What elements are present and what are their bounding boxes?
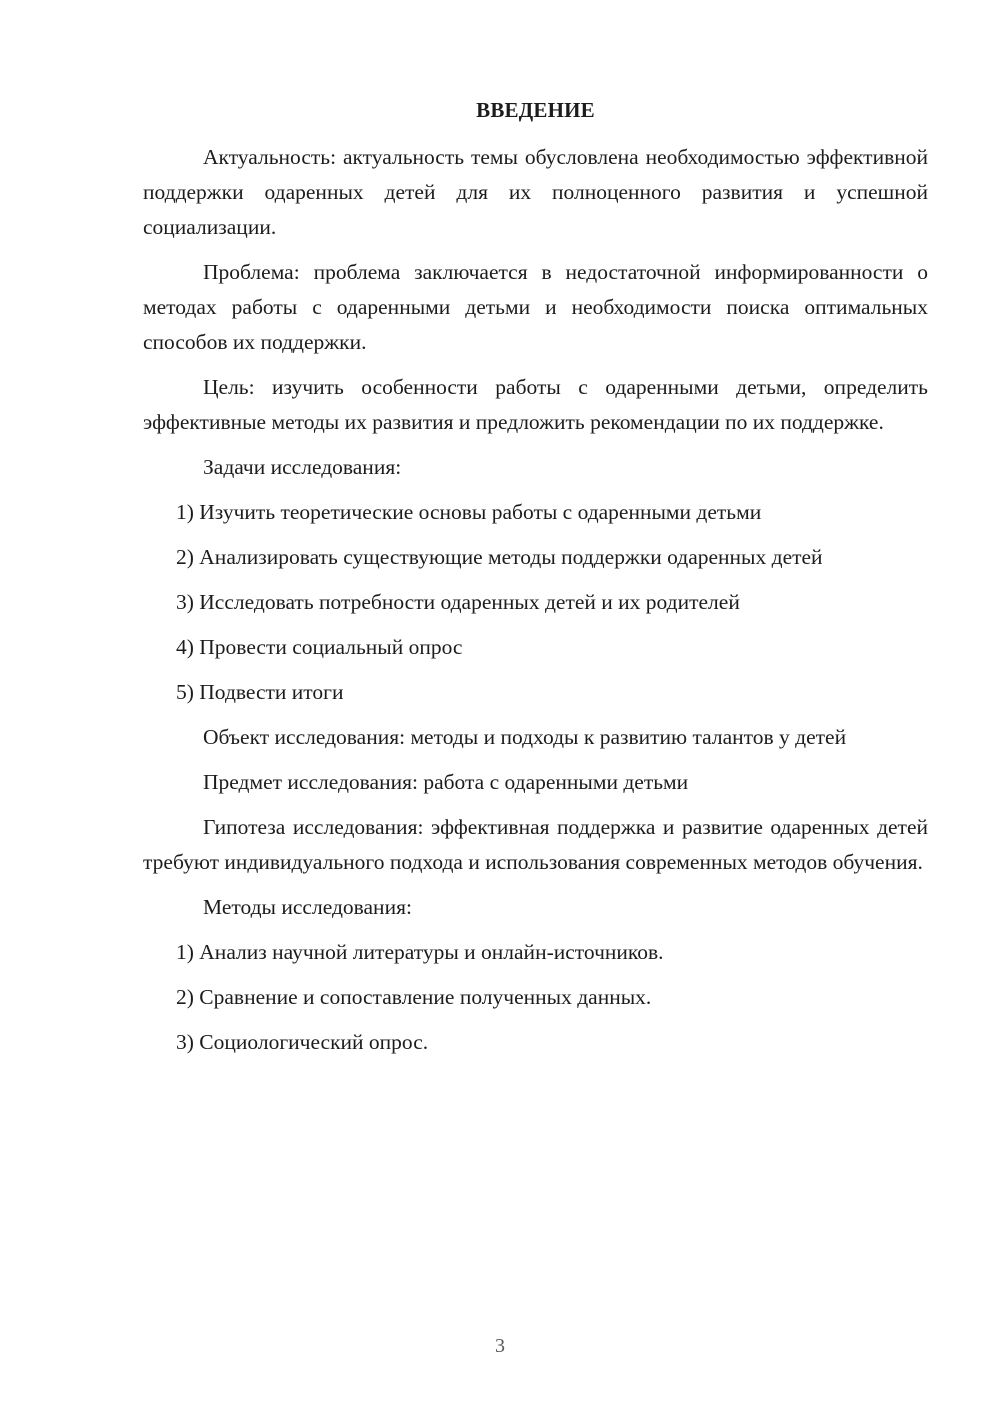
method-item: 2) Сравнение и сопоставление полученных данных.	[176, 985, 652, 1009]
relevance-paragraph: Актуальность: актуальность темы обусловлена необходимостью эффективной поддержки одаренных детей для их полноценного развития и успешной социализации.	[143, 145, 928, 239]
goal-paragraph: Цель: изучить особенности работы с одаренными детьми, определить эффективные методы их развития и предложить рекомендации по их поддержке.	[143, 375, 928, 434]
methods-heading: Методы исследования:	[203, 895, 412, 919]
object-paragraph: Объект исследования: методы и подходы к развитию талантов у детей	[203, 725, 847, 749]
task-item: 5) Подвести итоги	[176, 680, 344, 704]
page-number: 3	[495, 1335, 505, 1357]
hypothesis-paragraph: Гипотеза исследования: эффективная поддержка и развитие одаренных детей требуют индивидуального подхода и использования современных методов обучения.	[143, 815, 928, 874]
subject-paragraph: Предмет исследования: работа с одаренными детьми	[203, 770, 689, 794]
page-content	[143, 95, 928, 1070]
method-item: 3) Социологический опрос.	[176, 1030, 429, 1054]
problem-paragraph: Проблема: проблема заключается в недостаточной информированности о методах работы с одаренными детьми и необходимости поиска оптимальных способов их поддержки.	[143, 260, 928, 354]
tasks-heading: Задачи исследования:	[203, 455, 402, 479]
method-item: 1) Анализ научной литературы и онлайн-источников.	[176, 940, 664, 964]
methods-list	[143, 935, 928, 1060]
task-item: 2) Анализировать существующие методы поддержки одаренных детей	[176, 545, 823, 569]
tasks-list	[143, 495, 928, 710]
task-item: 3) Исследовать потребности одаренных детей и их родителей	[176, 590, 740, 614]
task-item: 1) Изучить теоретические основы работы с одаренными детьми	[176, 500, 762, 524]
page-title: ВВЕДЕНИЕ	[476, 98, 595, 122]
task-item: 4) Провести социальный опрос	[176, 635, 463, 659]
